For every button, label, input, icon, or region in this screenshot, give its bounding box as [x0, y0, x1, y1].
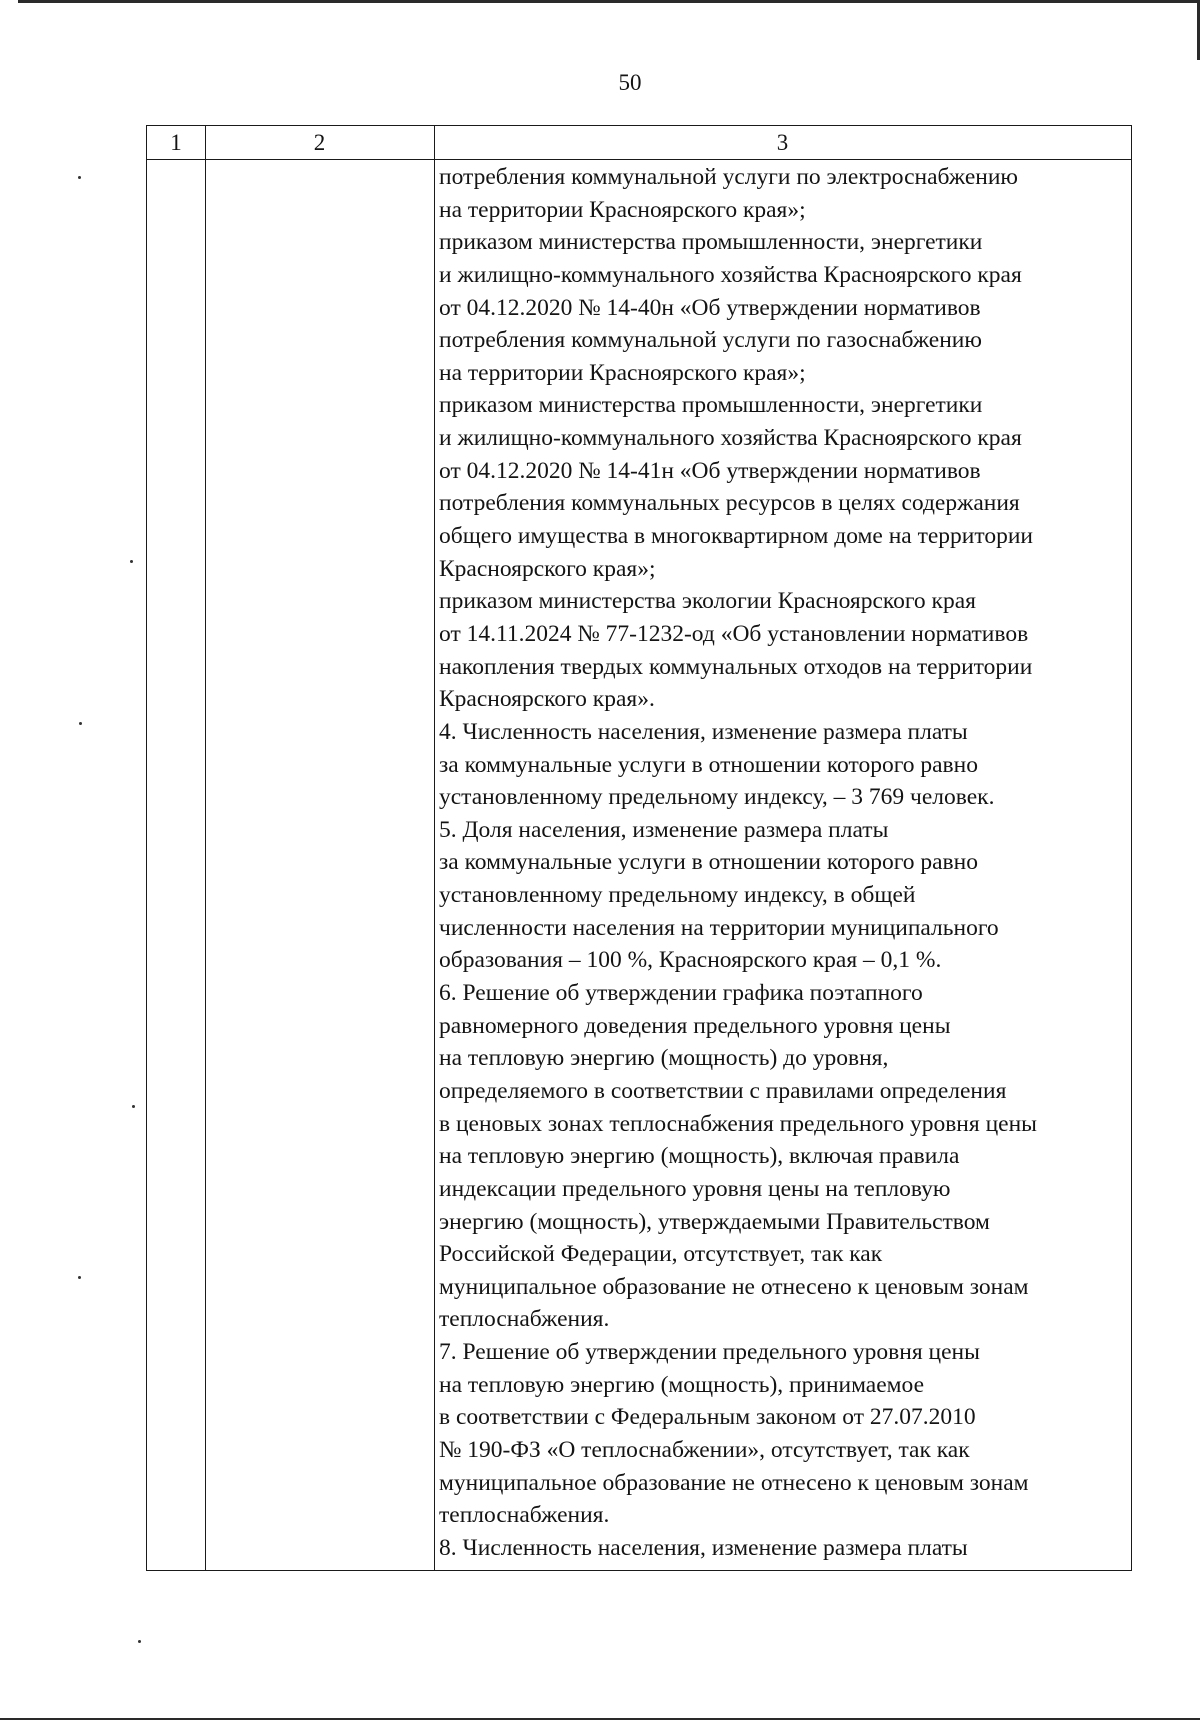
text-line: от 04.12.2020 № 14-41н «Об утверждении нормативов	[439, 457, 981, 484]
text-line: № 190-ФЗ «О теплоснабжении», отсутствует, так как	[439, 1436, 970, 1463]
column-header-3: 3	[776, 130, 789, 155]
text-line: 6. Решение об утверждении графика поэтапного	[439, 980, 923, 1007]
text-line: на тепловую энергию (мощность) до уровня,	[439, 1045, 889, 1072]
text-line: 4. Численность населения, изменение размера платы	[439, 718, 968, 745]
text-line: муниципальное образование не отнесено к ценовым зонам	[439, 1273, 1029, 1300]
text-line: за коммунальные услуги в отношении которого равно	[439, 849, 978, 876]
text-line: потребления коммунальной услуги по газоснабжению	[439, 327, 982, 354]
scan-speck	[132, 1105, 135, 1108]
text-line: энергию (мощность), утверждаемыми Правительством	[439, 1208, 990, 1235]
text-line: накопления твердых коммунальных отходов на территории	[439, 653, 1033, 680]
text-line: за коммунальные услуги в отношении которого равно	[439, 751, 978, 778]
text-line: 8. Численность населения, изменение размера платы	[439, 1534, 968, 1561]
column-divider-1	[205, 126, 206, 1570]
text-line: приказом министерства промышленности, энергетики	[439, 229, 983, 256]
text-line: и жилищно-коммунального хозяйства Красноярского края	[439, 425, 1022, 452]
text-line: потребления коммунальных ресурсов в целях содержания	[439, 490, 1020, 517]
text-line: на тепловую энергию (мощность), включая правила	[439, 1143, 960, 1170]
scan-edge-top	[18, 0, 1200, 3]
scan-speck	[78, 1276, 81, 1279]
text-line: на территории Красноярского края»;	[439, 196, 806, 223]
text-line: равномерного доведения предельного уровня цены	[439, 1012, 951, 1039]
page-number: 50	[618, 70, 642, 95]
document-table	[146, 125, 1132, 1571]
text-line: приказом министерства экологии Красноярского края	[439, 588, 976, 615]
text-line: приказом министерства промышленности, энергетики	[439, 392, 983, 419]
scan-speck	[130, 560, 133, 563]
column-3-text	[439, 161, 1131, 1565]
text-line: от 04.12.2020 № 14-40н «Об утверждении нормативов	[439, 294, 981, 321]
text-line: теплоснабжения.	[439, 1502, 610, 1529]
text-line: Российской Федерации, отсутствует, так как	[439, 1241, 883, 1268]
text-line: потребления коммунальной услуги по электроснабжению	[439, 164, 1018, 190]
text-line: образования – 100 %, Красноярского края – 0,1 %.	[439, 947, 942, 974]
text-line: определяемого в соответствии с правилами определения	[439, 1077, 1007, 1104]
text-line: и жилищно-коммунального хозяйства Красноярского края	[439, 261, 1022, 288]
text-line: индексации предельного уровня цены на тепловую	[439, 1175, 951, 1202]
column-divider-2	[434, 126, 435, 1570]
text-line: от 14.11.2024 № 77-1232-од «Об установлении нормативов	[439, 620, 1029, 647]
text-line: 5. Доля населения, изменение размера платы	[439, 816, 889, 843]
text-line: 7. Решение об утверждении предельного уровня цены	[439, 1339, 980, 1366]
text-line: установленному предельному индексу, в общей	[439, 882, 916, 909]
text-line: установленному предельному индексу, – 3 769 человек.	[439, 784, 995, 811]
header-divider	[147, 159, 1131, 160]
scan-speck	[79, 722, 82, 725]
text-line: в соответствии с Федеральным законом от 27.07.2010	[439, 1404, 976, 1431]
text-line: общего имущества в многоквартирном доме на территории	[439, 523, 1033, 550]
text-line: численности населения на территории муниципального	[439, 914, 999, 941]
text-line: Красноярского края»;	[439, 555, 656, 582]
column-header-1: 1	[170, 130, 182, 155]
text-line: муниципальное образование не отнесено к ценовым зонам	[439, 1469, 1029, 1496]
scan-speck	[138, 1640, 141, 1643]
text-line: на территории Красноярского края»;	[439, 359, 806, 386]
column-header-2: 2	[313, 130, 326, 155]
text-line: теплоснабжения.	[439, 1306, 610, 1333]
text-line: в ценовых зонах теплоснабжения предельного уровня цены	[439, 1110, 1037, 1137]
scan-speck	[78, 176, 81, 179]
text-line: Красноярского края».	[439, 686, 655, 713]
text-line: на тепловую энергию (мощность), принимаемое	[439, 1371, 925, 1398]
